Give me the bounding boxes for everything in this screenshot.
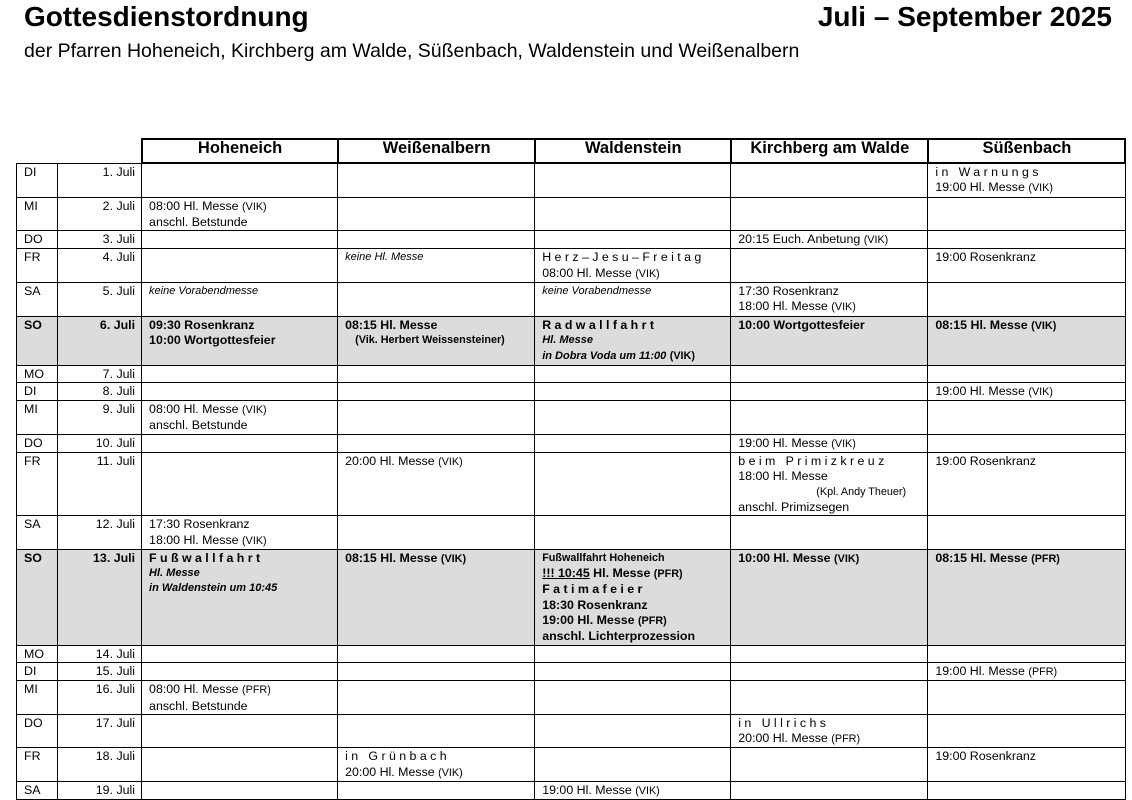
table-row — [17, 662, 1126, 680]
service-cell: 19:00 Rosenkranz — [928, 748, 1125, 782]
service-cell: in Ullrichs 20:00 Hl. Messe (PFR) — [731, 714, 928, 748]
date-cell: 3. Juli — [58, 231, 142, 249]
service-cell: 20:15 Euch. Anbetung (VIK) — [731, 231, 928, 249]
service-cell: 09:30 Rosenkranz 10:00 Wortgottesfeier — [142, 316, 338, 365]
date-cell: 12. Juli — [58, 516, 142, 550]
service-cell: 17:30 Rosenkranz 18:00 Hl. Messe (VIK) — [142, 516, 338, 550]
service-cell: 19:00 Rosenkranz — [928, 249, 1125, 283]
service-cell: keine Hl. Messe — [338, 249, 535, 283]
date-cell: 7. Juli — [58, 365, 142, 382]
date-cell: 18. Juli — [58, 748, 142, 782]
day-cell: DI — [17, 382, 58, 400]
date-cell: 11. Juli — [58, 453, 142, 516]
day-cell: MI — [17, 197, 58, 231]
service-cell: in Grünbach 20:00 Hl. Messe (VIK) — [338, 748, 535, 782]
service-cell: 08:00 Hl. Messe (VIK) anschl. Betstunde — [142, 401, 338, 435]
day-cell: MO — [17, 365, 58, 382]
day-cell: DO — [17, 434, 58, 452]
day-cell: MI — [17, 401, 58, 435]
date-cell: 1. Juli — [58, 163, 142, 197]
date-cell: 6. Juli — [58, 316, 142, 365]
page-subtitle: der Pfarren Hoheneich, Kirchberg am Walde, Süßenbach, Waldenstein und Weißenalbern — [24, 40, 800, 62]
day-cell: FR — [17, 249, 58, 283]
table-row — [17, 231, 1126, 249]
table-row — [17, 434, 1126, 452]
table-row — [17, 645, 1126, 662]
date-cell: 13. Juli — [58, 549, 142, 645]
table-row — [17, 382, 1126, 400]
table-row — [17, 549, 1126, 645]
day-cell: MO — [17, 645, 58, 662]
service-cell: 17:30 Rosenkranz 18:00 Hl. Messe (VIK) — [731, 283, 928, 317]
column-header: Hoheneich — [142, 139, 338, 163]
day-cell: SA — [17, 283, 58, 317]
day-cell: DI — [17, 662, 58, 680]
service-cell: 08:00 Hl. Messe (VIK) anschl. Betstunde — [142, 197, 338, 231]
day-cell: FR — [17, 748, 58, 782]
day-cell: SO — [17, 316, 58, 365]
service-cell: 08:15 Hl. Messe (VIK) — [338, 549, 535, 645]
day-cell: SA — [17, 516, 58, 550]
day-cell: FR — [17, 453, 58, 516]
service-cell: 19:00 Hl. Messe (VIK) — [928, 382, 1125, 400]
service-cell: 19:00 Rosenkranz — [928, 453, 1125, 516]
table-row — [17, 197, 1126, 231]
service-cell: keine Vorabendmesse — [535, 283, 731, 317]
header-row — [17, 139, 1126, 163]
service-cell: 10:00 Hl. Messe (VIK) — [731, 549, 928, 645]
day-cell: DO — [17, 231, 58, 249]
column-header: Waldenstein — [535, 139, 731, 163]
date-cell: 14. Juli — [58, 645, 142, 662]
service-cell: beim Primizkreuz 18:00 Hl. Messe (Kpl. Andy Theuer) anschl. Primizsegen — [731, 453, 928, 516]
date-cell: 15. Juli — [58, 662, 142, 680]
service-cell: 20:00 Hl. Messe (VIK) — [338, 453, 535, 516]
date-cell: 10. Juli — [58, 434, 142, 452]
table-row — [17, 283, 1126, 317]
date-cell: 2. Juli — [58, 197, 142, 231]
column-header: Weißenalbern — [338, 139, 535, 163]
table-row — [17, 163, 1126, 197]
service-cell: 08:15 Hl. Messe (PFR) — [928, 549, 1125, 645]
table-row — [17, 401, 1126, 435]
date-cell: 4. Juli — [58, 249, 142, 283]
table-row — [17, 249, 1126, 283]
service-cell: 19:00 Hl. Messe (VIK) — [731, 434, 928, 452]
service-cell: 08:00 Hl. Messe (PFR) anschl. Betstunde — [142, 681, 338, 715]
service-cell: Fußwallfahrt Hl. Messe in Waldenstein um 10:45 — [142, 549, 338, 645]
table-row — [17, 453, 1126, 516]
column-header: Süßenbach — [928, 139, 1125, 163]
service-cell: 19:00 Hl. Messe (PFR) — [928, 662, 1125, 680]
page-title: Gottesdienstordnung — [24, 1, 309, 32]
table-row — [17, 681, 1126, 715]
date-cell: 17. Juli — [58, 714, 142, 748]
service-cell: 08:15 Hl. Messe (VIK) — [928, 316, 1125, 365]
schedule-table — [16, 138, 1126, 800]
date-cell: 16. Juli — [58, 681, 142, 715]
service-cell: Herz–Jesu–Freitag 08:00 Hl. Messe (VIK) — [535, 249, 731, 283]
service-cell: Radwallfahrt Hl. Messe in Dobra Voda um 11:00 (VIK) — [535, 316, 731, 365]
day-cell: DI — [17, 163, 58, 197]
service-cell: keine Vorabendmesse — [142, 283, 338, 317]
day-cell: DO — [17, 714, 58, 748]
date-cell: 9. Juli — [58, 401, 142, 435]
day-cell: SO — [17, 549, 58, 645]
period-title: Juli – September 2025 — [817, 1, 1112, 32]
service-cell: Fußwallfahrt Hoheneich !!! 10:45 Hl. Messe (PFR) Fatimafeier 18:30 Rosenkranz 19:00 Hl. Messe (PFR) anschl. Lichterprozession — [535, 549, 731, 645]
table-row — [17, 714, 1126, 748]
service-cell: in Warnungs 19:00 Hl. Messe (VIK) — [928, 163, 1125, 197]
table-row — [17, 365, 1126, 382]
table-row — [17, 781, 1126, 799]
date-cell: 5. Juli — [58, 283, 142, 317]
table-row — [17, 316, 1126, 365]
service-cell: 10:00 Wortgottesfeier — [731, 316, 928, 365]
table-row — [17, 748, 1126, 782]
table-row — [17, 516, 1126, 550]
service-cell: 08:15 Hl. Messe (Vik. Herbert Weissensteiner) — [338, 316, 535, 365]
day-cell: MI — [17, 681, 58, 715]
date-cell: 19. Juli — [58, 781, 142, 799]
day-cell: SA — [17, 781, 58, 799]
date-cell: 8. Juli — [58, 382, 142, 400]
column-header: Kirchberg am Walde — [731, 139, 928, 163]
service-cell: 19:00 Hl. Messe (VIK) — [535, 781, 731, 799]
